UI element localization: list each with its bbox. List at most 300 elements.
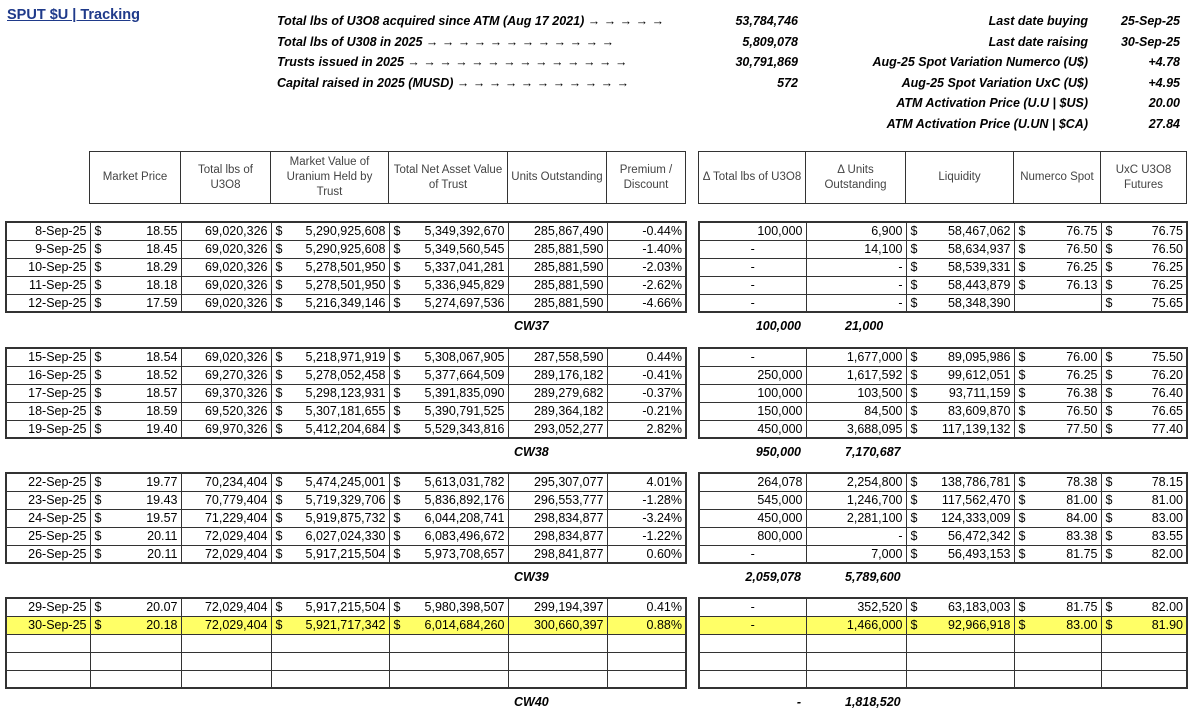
premium-cell[interactable]: -0.37% xyxy=(607,384,686,402)
table-row[interactable] xyxy=(6,473,686,491)
delta-lbs-cell[interactable]: - xyxy=(699,240,806,258)
date-cell[interactable]: 17-Sep-25 xyxy=(6,384,90,402)
numerco-cell[interactable]: $ 76.25 xyxy=(1014,258,1101,276)
units-cell[interactable]: 289,279,682 xyxy=(508,384,607,402)
market-value-cell[interactable]: $ 5,921,717,342 xyxy=(271,616,389,634)
nav-cell[interactable]: $ 5,836,892,176 xyxy=(389,491,508,509)
table-row[interactable] xyxy=(699,473,1187,491)
market-price-cell[interactable]: $ 18.55 xyxy=(90,222,181,240)
table-row[interactable] xyxy=(699,420,1187,438)
market-price-cell[interactable]: $ 17.59 xyxy=(90,294,181,312)
col-header-total-lbs: Total lbs of U3O8 xyxy=(181,152,271,204)
table-row[interactable] xyxy=(6,509,686,527)
market-price-cell[interactable]: $ 20.11 xyxy=(90,527,181,545)
table-row[interactable] xyxy=(699,634,1187,652)
units-cell[interactable] xyxy=(508,634,607,652)
summary-value: 5,809,078 xyxy=(742,34,798,49)
nav-cell[interactable]: $ 6,044,208,741 xyxy=(389,509,508,527)
market-price-cell[interactable]: $ 18.54 xyxy=(90,348,181,366)
delta-lbs-cell[interactable] xyxy=(699,652,806,670)
numerco-cell[interactable]: $ 81.75 xyxy=(1014,545,1101,563)
uxc-cell[interactable]: $ 83.55 xyxy=(1101,527,1187,545)
market-value-cell[interactable]: $ 6,027,024,330 xyxy=(271,527,389,545)
summary-label: Capital raised in 2025 (MUSD) → → → → → → → → → → → xyxy=(277,75,630,90)
uxc-cell[interactable]: $ 81.00 xyxy=(1101,491,1187,509)
market-price-cell[interactable]: $ 20.18 xyxy=(90,616,181,634)
delta-lbs-cell[interactable]: 150,000 xyxy=(699,402,806,420)
market-value-cell[interactable]: $ 5,290,925,608 xyxy=(271,222,389,240)
total-lbs-cell[interactable]: 69,270,326 xyxy=(181,366,271,384)
liquidity-cell[interactable]: $ 92,966,918 xyxy=(906,616,1014,634)
nav-cell[interactable]: $ 5,613,031,782 xyxy=(389,473,508,491)
uxc-cell[interactable] xyxy=(1101,652,1187,670)
total-lbs-cell[interactable]: 69,020,326 xyxy=(181,348,271,366)
table-row[interactable] xyxy=(6,420,686,438)
table-row[interactable] xyxy=(6,384,686,402)
total-lbs-cell[interactable]: 72,029,404 xyxy=(181,527,271,545)
market-value-cell[interactable]: $ 5,412,204,684 xyxy=(271,420,389,438)
numerco-cell[interactable]: $ 83.38 xyxy=(1014,527,1101,545)
market-value-cell[interactable]: $ 5,474,245,001 xyxy=(271,473,389,491)
nav-cell[interactable]: $ 5,337,041,281 xyxy=(389,258,508,276)
total-lbs-cell[interactable]: 69,020,326 xyxy=(181,240,271,258)
premium-cell[interactable]: 2.82% xyxy=(607,420,686,438)
delta-lbs-cell[interactable]: 450,000 xyxy=(699,509,806,527)
delta-units-cell[interactable]: 2,254,800 xyxy=(806,473,906,491)
total-lbs-cell[interactable]: 69,020,326 xyxy=(181,258,271,276)
market-value-cell[interactable] xyxy=(271,634,389,652)
delta-units-cell[interactable]: 7,000 xyxy=(806,545,906,563)
delta-units-cell[interactable]: - xyxy=(806,276,906,294)
premium-cell[interactable]: 0.41% xyxy=(607,598,686,616)
delta-lbs-cell[interactable]: - xyxy=(699,258,806,276)
liquidity-cell[interactable]: $ 117,139,132 xyxy=(906,420,1014,438)
market-price-cell[interactable]: $ 18.29 xyxy=(90,258,181,276)
date-cell[interactable]: 19-Sep-25 xyxy=(6,420,90,438)
total-lbs-cell[interactable]: 69,020,326 xyxy=(181,294,271,312)
table-row[interactable] xyxy=(6,240,686,258)
uxc-cell[interactable]: $ 78.15 xyxy=(1101,473,1187,491)
date-cell[interactable]: 9-Sep-25 xyxy=(6,240,90,258)
date-cell[interactable]: 23-Sep-25 xyxy=(6,491,90,509)
market-value-cell[interactable]: $ 5,278,052,458 xyxy=(271,366,389,384)
uxc-cell[interactable]: $ 77.40 xyxy=(1101,420,1187,438)
table-row[interactable] xyxy=(699,348,1187,366)
liquidity-cell[interactable]: $ 63,183,003 xyxy=(906,598,1014,616)
premium-cell[interactable] xyxy=(607,670,686,688)
market-price-cell[interactable] xyxy=(90,670,181,688)
date-cell[interactable]: 29-Sep-25 xyxy=(6,598,90,616)
table-row[interactable] xyxy=(6,670,686,688)
table-row[interactable] xyxy=(699,616,1187,634)
premium-cell[interactable]: -0.41% xyxy=(607,366,686,384)
market-value-cell[interactable]: $ 5,290,925,608 xyxy=(271,240,389,258)
premium-cell[interactable] xyxy=(607,634,686,652)
market-value-cell[interactable]: $ 5,917,215,504 xyxy=(271,545,389,563)
uxc-cell[interactable]: $ 76.40 xyxy=(1101,384,1187,402)
liquidity-cell[interactable]: $ 83,609,870 xyxy=(906,402,1014,420)
numerco-cell[interactable]: $ 76.00 xyxy=(1014,348,1101,366)
table-row[interactable] xyxy=(6,527,686,545)
units-cell[interactable]: 285,867,490 xyxy=(508,222,607,240)
date-cell[interactable]: 8-Sep-25 xyxy=(6,222,90,240)
uxc-cell[interactable]: $ 76.25 xyxy=(1101,258,1187,276)
total-lbs-cell[interactable]: 69,020,326 xyxy=(181,222,271,240)
numerco-cell[interactable]: $ 76.50 xyxy=(1014,402,1101,420)
units-cell[interactable]: 300,660,397 xyxy=(508,616,607,634)
premium-cell[interactable]: -1.40% xyxy=(607,240,686,258)
nav-cell[interactable]: $ 5,349,392,670 xyxy=(389,222,508,240)
nav-cell[interactable]: $ 5,377,664,509 xyxy=(389,366,508,384)
market-value-cell[interactable]: $ 5,917,215,504 xyxy=(271,598,389,616)
week-table-right xyxy=(698,221,1188,313)
table-row[interactable] xyxy=(6,616,686,634)
col-header-liquidity: Liquidity xyxy=(906,152,1014,204)
uxc-cell[interactable]: $ 75.50 xyxy=(1101,348,1187,366)
uxc-cell[interactable]: $ 76.75 xyxy=(1101,222,1187,240)
week-table-left xyxy=(5,221,687,313)
delta-units-cell[interactable]: 1,677,000 xyxy=(806,348,906,366)
delta-units-cell[interactable]: 1,617,592 xyxy=(806,366,906,384)
liquidity-cell[interactable]: $ 58,467,062 xyxy=(906,222,1014,240)
delta-lbs-cell[interactable]: 800,000 xyxy=(699,527,806,545)
nav-cell[interactable]: $ 6,083,496,672 xyxy=(389,527,508,545)
market-value-cell[interactable]: $ 5,278,501,950 xyxy=(271,276,389,294)
page-title[interactable]: SPUT $U | Tracking xyxy=(7,7,140,23)
numerco-cell[interactable]: $ 81.00 xyxy=(1014,491,1101,509)
summary-right-label: ATM Activation Price (U.U | $US) xyxy=(896,96,1088,110)
numerco-cell[interactable] xyxy=(1014,634,1101,652)
delta-units-cell[interactable]: 14,100 xyxy=(806,240,906,258)
delta-units-cell[interactable] xyxy=(806,634,906,652)
delta-units-cell[interactable]: 103,500 xyxy=(806,384,906,402)
units-cell[interactable]: 285,881,590 xyxy=(508,276,607,294)
delta-units-cell[interactable]: 6,900 xyxy=(806,222,906,240)
market-price-cell[interactable]: $ 18.45 xyxy=(90,240,181,258)
market-value-cell[interactable] xyxy=(271,652,389,670)
delta-lbs-cell[interactable]: - xyxy=(699,348,806,366)
table-row[interactable] xyxy=(6,402,686,420)
units-cell[interactable] xyxy=(508,670,607,688)
table-row[interactable] xyxy=(699,258,1187,276)
delta-units-cell[interactable]: - xyxy=(806,294,906,312)
units-cell[interactable]: 296,553,777 xyxy=(508,491,607,509)
summary-right-row xyxy=(0,93,1200,113)
table-row[interactable] xyxy=(6,634,686,652)
table-row[interactable] xyxy=(699,652,1187,670)
table-row[interactable] xyxy=(699,366,1187,384)
numerco-cell[interactable]: $ 76.38 xyxy=(1014,384,1101,402)
units-cell[interactable]: 295,307,077 xyxy=(508,473,607,491)
numerco-cell[interactable]: $ 81.75 xyxy=(1014,598,1101,616)
liquidity-cell[interactable] xyxy=(906,670,1014,688)
premium-cell[interactable]: -0.44% xyxy=(607,222,686,240)
delta-lbs-cell[interactable]: 264,078 xyxy=(699,473,806,491)
market-price-cell[interactable]: $ 18.59 xyxy=(90,402,181,420)
liquidity-cell[interactable] xyxy=(906,634,1014,652)
summary-right-row xyxy=(0,114,1200,134)
table-row[interactable] xyxy=(699,240,1187,258)
week-table-right xyxy=(698,597,1188,689)
liquidity-cell[interactable]: $ 58,634,937 xyxy=(906,240,1014,258)
date-cell[interactable]: 16-Sep-25 xyxy=(6,366,90,384)
table-row[interactable] xyxy=(6,348,686,366)
nav-cell[interactable]: $ 5,529,343,816 xyxy=(389,420,508,438)
nav-cell[interactable]: $ 5,349,560,545 xyxy=(389,240,508,258)
numerco-cell[interactable]: $ 77.50 xyxy=(1014,420,1101,438)
date-cell[interactable] xyxy=(6,652,90,670)
liquidity-cell[interactable] xyxy=(906,652,1014,670)
delta-units-cell[interactable]: 352,520 xyxy=(806,598,906,616)
market-price-cell[interactable]: $ 19.57 xyxy=(90,509,181,527)
units-cell[interactable]: 285,881,590 xyxy=(508,240,607,258)
date-cell[interactable]: 11-Sep-25 xyxy=(6,276,90,294)
units-cell[interactable]: 289,364,182 xyxy=(508,402,607,420)
col-header-uxc: UxC U3O8 Futures xyxy=(1101,152,1187,204)
uxc-cell[interactable] xyxy=(1101,670,1187,688)
delta-lbs-cell[interactable]: - xyxy=(699,294,806,312)
market-value-cell[interactable]: $ 5,218,971,919 xyxy=(271,348,389,366)
table-row[interactable] xyxy=(699,491,1187,509)
market-price-cell[interactable] xyxy=(90,634,181,652)
units-cell[interactable]: 298,834,877 xyxy=(508,527,607,545)
table-row[interactable] xyxy=(699,509,1187,527)
table-row[interactable] xyxy=(6,598,686,616)
market-price-cell[interactable]: $ 19.40 xyxy=(90,420,181,438)
delta-lbs-cell[interactable] xyxy=(699,670,806,688)
total-lbs-cell[interactable]: 69,020,326 xyxy=(181,276,271,294)
week-total-units: 21,000 xyxy=(845,318,884,333)
liquidity-cell[interactable]: $ 56,493,153 xyxy=(906,545,1014,563)
uxc-cell[interactable]: $ 81.90 xyxy=(1101,616,1187,634)
units-cell[interactable]: 285,881,590 xyxy=(508,258,607,276)
total-lbs-cell[interactable]: 70,779,404 xyxy=(181,491,271,509)
table-row[interactable] xyxy=(6,652,686,670)
numerco-cell[interactable]: $ 83.00 xyxy=(1014,616,1101,634)
market-value-cell[interactable]: $ 5,216,349,146 xyxy=(271,294,389,312)
liquidity-cell[interactable]: $ 99,612,051 xyxy=(906,366,1014,384)
market-price-cell[interactable]: $ 20.11 xyxy=(90,545,181,563)
total-lbs-cell[interactable] xyxy=(181,634,271,652)
market-price-cell[interactable]: $ 18.18 xyxy=(90,276,181,294)
liquidity-cell[interactable]: $ 138,786,781 xyxy=(906,473,1014,491)
market-price-cell[interactable]: $ 18.57 xyxy=(90,384,181,402)
week-label: CW38 xyxy=(514,444,549,459)
delta-units-cell[interactable]: 84,500 xyxy=(806,402,906,420)
table-row[interactable] xyxy=(6,276,686,294)
market-price-cell[interactable]: $ 19.43 xyxy=(90,491,181,509)
units-cell[interactable] xyxy=(508,652,607,670)
nav-cell[interactable] xyxy=(389,634,508,652)
table-row[interactable] xyxy=(699,402,1187,420)
week-table-right xyxy=(698,347,1188,439)
delta-units-cell[interactable]: - xyxy=(806,527,906,545)
liquidity-cell[interactable]: $ 124,333,009 xyxy=(906,509,1014,527)
market-price-cell[interactable]: $ 20.07 xyxy=(90,598,181,616)
market-value-cell[interactable]: $ 5,298,123,931 xyxy=(271,384,389,402)
numerco-cell[interactable] xyxy=(1014,652,1101,670)
total-lbs-cell[interactable]: 69,520,326 xyxy=(181,402,271,420)
premium-cell[interactable]: 0.44% xyxy=(607,348,686,366)
premium-cell[interactable]: 4.01% xyxy=(607,473,686,491)
liquidity-cell[interactable]: $ 58,348,390 xyxy=(906,294,1014,312)
uxc-cell[interactable]: $ 76.20 xyxy=(1101,366,1187,384)
delta-units-cell[interactable]: 2,281,100 xyxy=(806,509,906,527)
units-cell[interactable]: 298,841,877 xyxy=(508,545,607,563)
numerco-cell[interactable]: $ 84.00 xyxy=(1014,509,1101,527)
liquidity-cell[interactable]: $ 117,562,470 xyxy=(906,491,1014,509)
date-cell[interactable] xyxy=(6,670,90,688)
total-lbs-cell[interactable]: 72,029,404 xyxy=(181,545,271,563)
uxc-cell[interactable]: $ 76.65 xyxy=(1101,402,1187,420)
delta-units-cell[interactable]: 1,466,000 xyxy=(806,616,906,634)
total-lbs-cell[interactable]: 72,029,404 xyxy=(181,598,271,616)
table-row[interactable] xyxy=(699,598,1187,616)
numerco-cell[interactable]: $ 76.50 xyxy=(1014,240,1101,258)
date-cell[interactable]: 25-Sep-25 xyxy=(6,527,90,545)
market-value-cell[interactable]: $ 5,719,329,706 xyxy=(271,491,389,509)
total-lbs-cell[interactable]: 69,370,326 xyxy=(181,384,271,402)
nav-cell[interactable]: $ 5,980,398,507 xyxy=(389,598,508,616)
premium-cell[interactable]: -4.66% xyxy=(607,294,686,312)
table-row[interactable] xyxy=(699,384,1187,402)
delta-lbs-cell[interactable]: - xyxy=(699,616,806,634)
market-value-cell[interactable]: $ 5,307,181,655 xyxy=(271,402,389,420)
premium-cell[interactable]: 0.60% xyxy=(607,545,686,563)
premium-cell[interactable]: -1.22% xyxy=(607,527,686,545)
table-row[interactable] xyxy=(6,545,686,563)
delta-lbs-cell[interactable]: 250,000 xyxy=(699,366,806,384)
table-row[interactable] xyxy=(699,294,1187,312)
delta-units-cell[interactable]: 1,246,700 xyxy=(806,491,906,509)
premium-cell[interactable] xyxy=(607,652,686,670)
table-row[interactable] xyxy=(699,545,1187,563)
date-cell[interactable]: 15-Sep-25 xyxy=(6,348,90,366)
nav-cell[interactable]: $ 5,336,945,829 xyxy=(389,276,508,294)
col-header-market-value: Market Value of Uranium Held by Trust xyxy=(271,152,389,204)
table-row[interactable] xyxy=(6,294,686,312)
premium-cell[interactable]: -2.62% xyxy=(607,276,686,294)
date-cell[interactable]: 24-Sep-25 xyxy=(6,509,90,527)
premium-cell[interactable]: -0.21% xyxy=(607,402,686,420)
units-cell[interactable]: 299,194,397 xyxy=(508,598,607,616)
delta-lbs-cell[interactable]: - xyxy=(699,276,806,294)
total-lbs-cell[interactable] xyxy=(181,670,271,688)
date-cell[interactable] xyxy=(6,634,90,652)
market-price-cell[interactable] xyxy=(90,652,181,670)
numerco-cell[interactable]: $ 76.25 xyxy=(1014,366,1101,384)
nav-cell[interactable]: $ 5,973,708,657 xyxy=(389,545,508,563)
delta-lbs-cell[interactable]: 450,000 xyxy=(699,420,806,438)
summary-label: Total lbs of U308 in 2025 → → → → → → → → → → → → xyxy=(277,34,615,49)
delta-lbs-cell[interactable]: - xyxy=(699,598,806,616)
units-cell[interactable]: 289,176,182 xyxy=(508,366,607,384)
uxc-cell[interactable]: $ 76.50 xyxy=(1101,240,1187,258)
uxc-cell[interactable]: $ 82.00 xyxy=(1101,545,1187,563)
market-price-cell[interactable]: $ 19.77 xyxy=(90,473,181,491)
premium-cell[interactable]: 0.88% xyxy=(607,616,686,634)
table-row[interactable] xyxy=(6,258,686,276)
nav-cell[interactable]: $ 6,014,684,260 xyxy=(389,616,508,634)
date-cell[interactable]: 30-Sep-25 xyxy=(6,616,90,634)
date-cell[interactable]: 18-Sep-25 xyxy=(6,402,90,420)
liquidity-cell[interactable]: $ 58,539,331 xyxy=(906,258,1014,276)
delta-units-cell[interactable] xyxy=(806,670,906,688)
numerco-cell[interactable] xyxy=(1014,670,1101,688)
uxc-cell[interactable]: $ 75.65 xyxy=(1101,294,1187,312)
table-row[interactable] xyxy=(699,670,1187,688)
nav-cell[interactable] xyxy=(389,652,508,670)
units-cell[interactable]: 285,881,590 xyxy=(508,294,607,312)
table-row[interactable] xyxy=(699,222,1187,240)
uxc-cell[interactable]: $ 83.00 xyxy=(1101,509,1187,527)
week-total-units: 5,789,600 xyxy=(845,569,901,584)
numerco-cell[interactable]: $ 78.38 xyxy=(1014,473,1101,491)
delta-lbs-cell[interactable]: 545,000 xyxy=(699,491,806,509)
total-lbs-cell[interactable]: 69,970,326 xyxy=(181,420,271,438)
date-cell[interactable]: 22-Sep-25 xyxy=(6,473,90,491)
nav-cell[interactable]: $ 5,391,835,090 xyxy=(389,384,508,402)
liquidity-cell[interactable]: $ 56,472,342 xyxy=(906,527,1014,545)
uxc-cell[interactable] xyxy=(1101,634,1187,652)
units-cell[interactable]: 293,052,277 xyxy=(508,420,607,438)
total-lbs-cell[interactable] xyxy=(181,652,271,670)
units-cell[interactable]: 287,558,590 xyxy=(508,348,607,366)
delta-lbs-cell[interactable]: - xyxy=(699,545,806,563)
uxc-cell[interactable]: $ 76.25 xyxy=(1101,276,1187,294)
nav-cell[interactable] xyxy=(389,670,508,688)
total-lbs-cell[interactable]: 72,029,404 xyxy=(181,616,271,634)
liquidity-cell[interactable]: $ 93,711,159 xyxy=(906,384,1014,402)
premium-cell[interactable]: -1.28% xyxy=(607,491,686,509)
units-cell[interactable]: 298,834,877 xyxy=(508,509,607,527)
premium-cell[interactable]: -3.24% xyxy=(607,509,686,527)
liquidity-cell[interactable]: $ 89,095,986 xyxy=(906,348,1014,366)
delta-units-cell[interactable]: - xyxy=(806,258,906,276)
market-value-cell[interactable] xyxy=(271,670,389,688)
delta-lbs-cell[interactable] xyxy=(699,634,806,652)
liquidity-cell[interactable]: $ 58,443,879 xyxy=(906,276,1014,294)
numerco-cell[interactable] xyxy=(1014,294,1101,312)
nav-cell[interactable]: $ 5,390,791,525 xyxy=(389,402,508,420)
date-cell[interactable]: 12-Sep-25 xyxy=(6,294,90,312)
numerco-cell[interactable]: $ 76.75 xyxy=(1014,222,1101,240)
total-lbs-cell[interactable]: 71,229,404 xyxy=(181,509,271,527)
nav-cell[interactable]: $ 5,308,067,905 xyxy=(389,348,508,366)
table-row[interactable] xyxy=(699,527,1187,545)
premium-cell[interactable]: -2.03% xyxy=(607,258,686,276)
table-row[interactable] xyxy=(6,222,686,240)
market-value-cell[interactable]: $ 5,919,875,732 xyxy=(271,509,389,527)
summary-right-row xyxy=(0,73,1200,93)
delta-units-cell[interactable]: 3,688,095 xyxy=(806,420,906,438)
total-lbs-cell[interactable]: 70,234,404 xyxy=(181,473,271,491)
uxc-cell[interactable]: $ 82.00 xyxy=(1101,598,1187,616)
nav-cell[interactable]: $ 5,274,697,536 xyxy=(389,294,508,312)
market-value-cell[interactable]: $ 5,278,501,950 xyxy=(271,258,389,276)
market-price-cell[interactable]: $ 18.52 xyxy=(90,366,181,384)
delta-lbs-cell[interactable]: 100,000 xyxy=(699,222,806,240)
delta-units-cell[interactable] xyxy=(806,652,906,670)
summary-right-row xyxy=(0,11,1200,31)
table-row[interactable] xyxy=(699,276,1187,294)
delta-lbs-cell[interactable]: 100,000 xyxy=(699,384,806,402)
numerco-cell[interactable]: $ 76.13 xyxy=(1014,276,1101,294)
table-row[interactable] xyxy=(6,366,686,384)
date-cell[interactable]: 26-Sep-25 xyxy=(6,545,90,563)
date-cell[interactable]: 10-Sep-25 xyxy=(6,258,90,276)
table-row[interactable] xyxy=(6,491,686,509)
